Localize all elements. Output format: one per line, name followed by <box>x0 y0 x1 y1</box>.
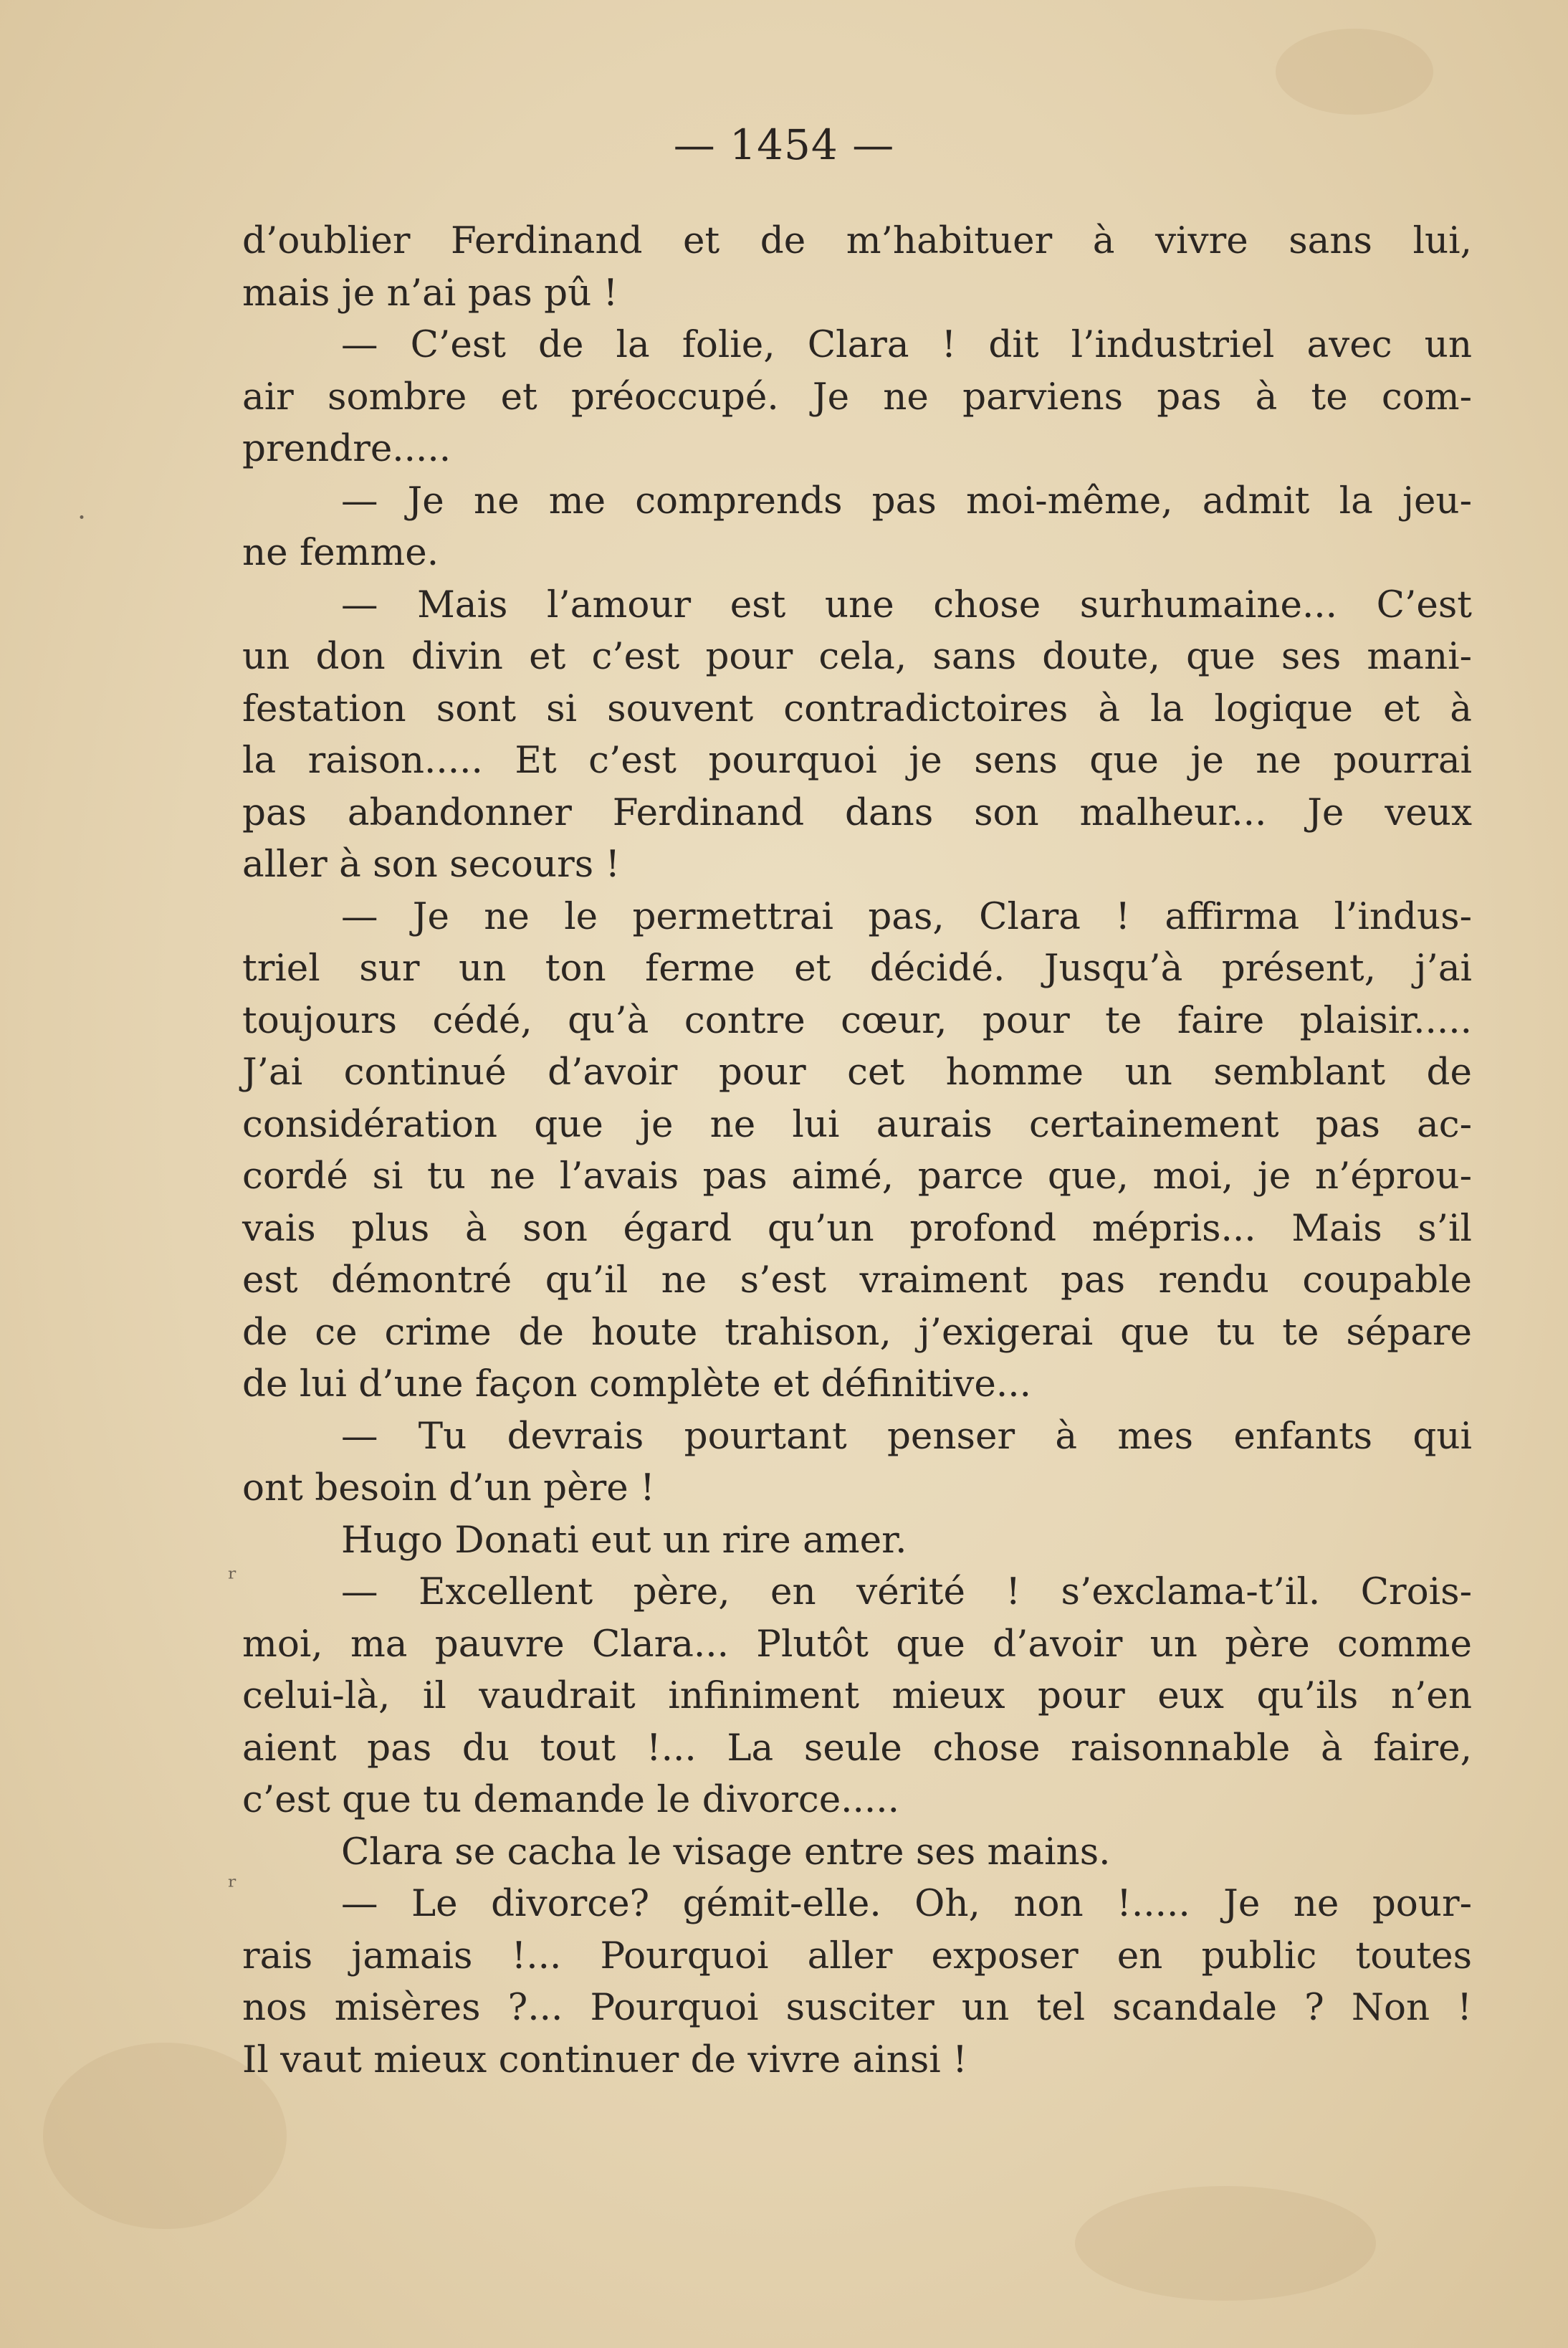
text-line: de ce crime de houte trahison, j’exigerai que tu te sépare <box>242 1310 1472 1354</box>
text-line: — Tu devrais pourtant penser à mes enfants qui <box>341 1414 1472 1458</box>
text-line: toujours cédé, qu’à contre cœur, pour te faire plaisir..... <box>242 998 1472 1042</box>
text-line: — Je ne le permettrai pas, Clara ! affirma l’indus- <box>341 894 1472 938</box>
margin-dot: · <box>77 502 87 533</box>
text-line: — C’est de la folie, Clara ! dit l’industriel avec un <box>341 323 1472 366</box>
text-line: J’ai continué d’avoir pour cet homme un semblant de <box>242 1051 1472 1094</box>
text-line: rais jamais !... Pourquoi aller exposer en public toutes <box>242 1934 1472 1977</box>
margin-mark: ʳ <box>228 1871 238 1902</box>
text-line: — Le divorce? gémit-elle. Oh, non !..... Je ne pour- <box>341 1882 1472 1925</box>
text-line: Il vaut mieux continuer de vivre ainsi ! <box>242 2038 967 2081</box>
text-line: ont besoin d’un père ! <box>242 1466 655 1509</box>
text-line: — Je ne me comprends pas moi-même, admit la jeu- <box>341 479 1472 522</box>
text-line: cordé si tu ne l’avais pas aimé, parce que, moi, je n’éprou- <box>242 1155 1472 1198</box>
text-line: pas abandonner Ferdinand dans son malheur... Je veux <box>242 791 1472 834</box>
text-line: — Mais l’amour est une chose surhumaine... C’est <box>341 583 1472 626</box>
text-line: c’est que tu demande le divorce..... <box>242 1778 900 1821</box>
text-line: Hugo Donati eut un rire amer. <box>341 1518 907 1562</box>
text-line: prendre..... <box>242 427 451 470</box>
text-line: festation sont si souvent contradictoires à la logique et à <box>242 687 1472 730</box>
text-line: air sombre et préoccupé. Je ne parviens pas à te com- <box>242 375 1472 419</box>
margin-mark: ʳ <box>228 1562 238 1594</box>
text-line: Clara se cacha le visage entre ses mains. <box>341 1830 1111 1874</box>
text-line: moi, ma pauvre Clara... Plutôt que d’avoir un père comme <box>242 1622 1472 1666</box>
paper-stain <box>1075 2186 1376 2301</box>
text-line: aller à son secours ! <box>242 843 621 886</box>
text-line: celui-là, il vaudrait infiniment mieux pour eux qu’ils n’en <box>242 1674 1472 1717</box>
text-line: nos misères ?... Pourquoi susciter un tel scandale ? Non ! <box>242 1986 1472 2029</box>
text-line: la raison..... Et c’est pourquoi je sens que je ne pourrai <box>242 739 1472 782</box>
text-line: vais plus à son égard qu’un profond mépris... Mais s’il <box>242 1206 1472 1250</box>
body-text <box>242 215 1472 2086</box>
text-line: un don divin et c’est pour cela, sans doute, que ses mani- <box>242 635 1472 678</box>
text-line: triel sur un ton ferme et décidé. Jusqu’à présent, j’ai <box>242 947 1472 990</box>
paper-stain <box>1276 29 1433 115</box>
text-line: mais je n’ai pas pû ! <box>242 271 618 315</box>
text-line: ne femme. <box>242 531 439 574</box>
text-line: de lui d’une façon complète et définitive... <box>242 1362 1031 1406</box>
text-line: d’oublier Ferdinand et de m’habituer à vivre sans lui, <box>242 219 1472 262</box>
text-line: est démontré qu’il ne s’est vraiment pas rendu coupable <box>242 1259 1472 1302</box>
page-number: — 1454 — <box>673 120 895 169</box>
text-line: aient pas du tout !... La seule chose raisonnable à faire, <box>242 1726 1472 1770</box>
text-line: considération que je ne lui aurais certainement pas ac- <box>242 1102 1472 1146</box>
text-line: — Excellent père, en vérité ! s’exclama-t’il. Crois- <box>341 1570 1472 1613</box>
